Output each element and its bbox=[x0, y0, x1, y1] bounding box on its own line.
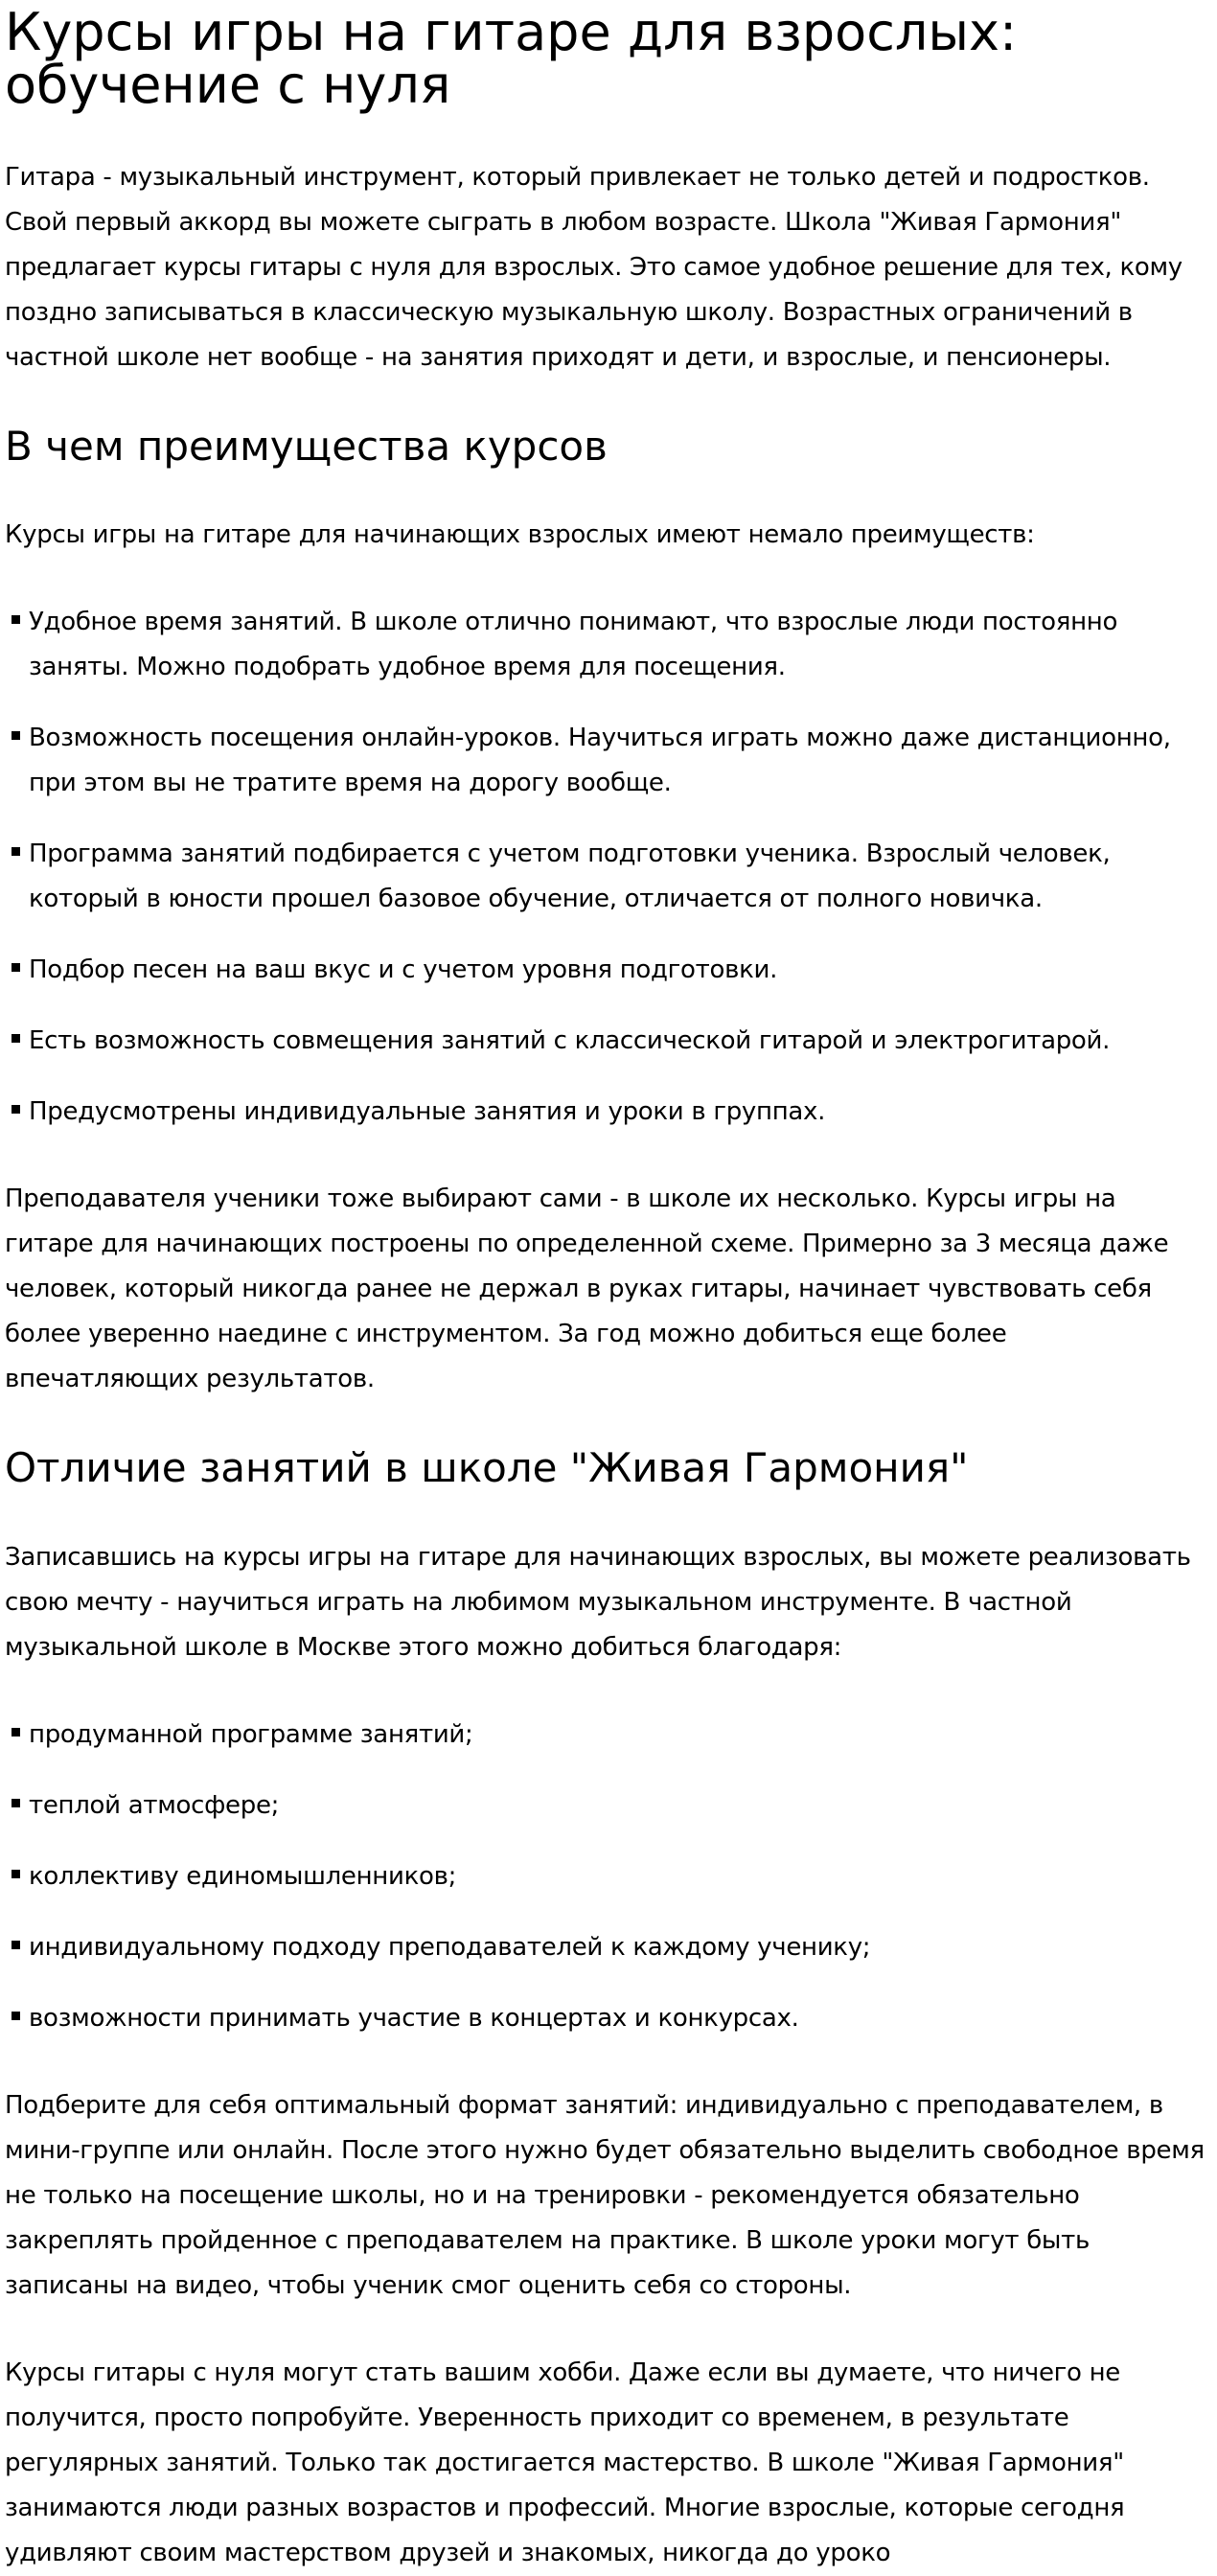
list-item: возможности принимать участие в концертах и конкурсах. bbox=[5, 1996, 1206, 2041]
school-difference-lead-paragraph: Записавшись на курсы игры на гитаре для начинающих взрослых, вы можете реализовать свою мечту - научиться играть на любимом музыкальном инструменте. В частной музыкальной школе в Москве этого можно добиться благодаря: bbox=[5, 1542, 1191, 1662]
list-item: Предусмотрены индивидуальные занятия и уроки в группах. bbox=[5, 1090, 1206, 1135]
list-item: продуманной программе занятий; bbox=[5, 1713, 1206, 1758]
section-heading-school-difference: Отличие занятий в школе "Живая Гармония" bbox=[5, 1444, 969, 1492]
list-item: Подбор песен на ваш вкус и с учетом уровня подготовки. bbox=[5, 948, 1206, 993]
advantages-outro-paragraph: Преподавателя ученики тоже выбирают сами - в школе их несколько. Курсы игры на гитаре для начинающих построены по определенной схеме. Примерно за 3 месяца даже человек, который никогда ранее не держал в руках гитары, начинает чувствовать себя более уверенно наедине с инструментом. За год можно добиться еще более впечатляющих результатов. bbox=[5, 1184, 1169, 1394]
format-paragraph: Подберите для себя оптимальный формат занятий: индивидуально с преподавателем, в мини-группе или онлайн. После этого нужно будет обязательно выделить свободное время не только на посещение школы, но и на тренировки - рекомендуется обязательно закреплять пройденное с преподавателем на практике. В школе уроки могут быть записаны на видео, чтобы ученик смог оценить себя со стороны. bbox=[5, 2090, 1205, 2300]
list-item: Программа занятий подбирается с учетом подготовки ученика. Взрослый человек, который в юности прошел базовое обучение, отличается от полного новичка. bbox=[5, 832, 1206, 922]
list-item: Удобное время занятий. В школе отлично понимают, что взрослые люди постоянно заняты. Можно подобрать удобное время для посещения. bbox=[5, 600, 1206, 690]
intro-paragraph: Гитара - музыкальный инструмент, который привлекает не только детей и подростков. Свой первый аккорд вы можете сыграть в любом возрасте. Школа "Живая Гармония" предлагает курсы гитары с нуля для взрослых. Это самое удобное решение для тех, кому поздно записываться в классическую музыкальную школу. Возрастных ограничений в частной школе нет вообще - на занятия приходят и дети, и взрослые, и пенсионеры. bbox=[5, 163, 1183, 373]
list-item: индивидуальному подходу преподавателей к каждому ученику; bbox=[5, 1925, 1206, 1970]
list-item: коллективу единомышленников; bbox=[5, 1854, 1206, 1899]
advantages-lead-paragraph: Курсы игры на гитаре для начинающих взрослых имеют немало преимуществ: bbox=[5, 520, 1035, 550]
school-difference-list bbox=[5, 1713, 1206, 2041]
list-item: теплой атмосфере; bbox=[5, 1783, 1206, 1828]
list-item: Возможность посещения онлайн-уроков. Научиться играть можно даже дистанционно, при этом вы не тратите время на дорогу вообще. bbox=[5, 716, 1206, 806]
list-item: Есть возможность совмещения занятий с классической гитарой и электрогитарой. bbox=[5, 1019, 1206, 1064]
page-title: Курсы игры на гитаре для взрослых: обучение с нуля bbox=[5, 2, 1018, 116]
section-heading-advantages: В чем преимущества курсов bbox=[5, 423, 608, 471]
advantages-list bbox=[5, 600, 1206, 1135]
closing-paragraph: Курсы гитары с нуля могут стать вашим хобби. Даже если вы думаете, что ничего не получится, просто попробуйте. Уверенность приходит со временем, в результате регулярных занятий. Только так достигается мастерство. В школе "Живая Гармония" занимаются люди разных возрастов и профессий. Многие взрослые, которые сегодня удивляют своим мастерством друзей и знакомых, никогда до уроко bbox=[5, 2358, 1125, 2567]
